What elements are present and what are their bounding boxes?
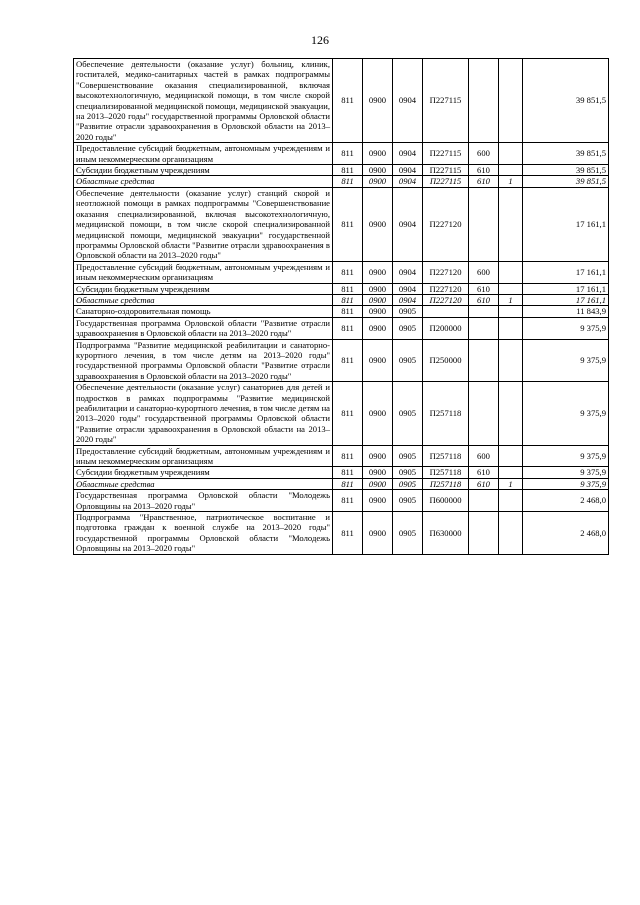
page-number: 126 [311, 33, 329, 47]
table-row [74, 283, 609, 294]
section-code: 0900 [363, 490, 393, 512]
table-row [74, 143, 609, 165]
ministry-code: 811 [333, 59, 363, 143]
row-description: Обеспечение деятельности (оказание услуг) станций скорой и неотложной помощи в рамках подпрограммы "Совершенствование оказания специализированной, включая высокотехнологичную, медицинской помощи, в том числе скорой специализированной медицинской помощи, медицинской эвакуации" государственной программы Орловской области "Развитие отрасли здравоохранения в Орловской области на 2013–2020 годы" [74, 187, 333, 261]
target-article-code: П227120 [423, 294, 469, 305]
ministry-code: 811 [333, 490, 363, 512]
expense-type-code: 600 [469, 445, 499, 467]
expense-type-code [469, 382, 499, 445]
expense-type-code: 610 [469, 467, 499, 478]
subsection-code: 0905 [393, 490, 423, 512]
expense-type-code: 610 [469, 165, 499, 176]
target-article-code [423, 306, 469, 317]
funding-source-code [499, 59, 523, 143]
funding-source-code: 1 [499, 294, 523, 305]
funding-source-code [499, 187, 523, 261]
funding-source-code [499, 165, 523, 176]
target-article-code: П630000 [423, 512, 469, 555]
subsection-code: 0905 [393, 317, 423, 339]
section-code: 0900 [363, 306, 393, 317]
expense-type-code: 610 [469, 283, 499, 294]
subsection-code: 0904 [393, 283, 423, 294]
target-article-code: П227115 [423, 165, 469, 176]
funding-source-code [499, 306, 523, 317]
expense-type-code [469, 490, 499, 512]
section-code: 0900 [363, 165, 393, 176]
section-code: 0900 [363, 143, 393, 165]
amount: 17 161,1 [523, 283, 609, 294]
section-code: 0900 [363, 317, 393, 339]
expense-type-code [469, 339, 499, 382]
budget-table [73, 58, 609, 555]
ministry-code: 811 [333, 317, 363, 339]
table-row [74, 445, 609, 467]
table-row [74, 490, 609, 512]
expense-type-code [469, 187, 499, 261]
target-article-code: П257118 [423, 467, 469, 478]
target-article-code: П227115 [423, 143, 469, 165]
amount: 9 375,9 [523, 478, 609, 489]
ministry-code: 811 [333, 261, 363, 283]
ministry-code: 811 [333, 165, 363, 176]
amount: 39 851,5 [523, 143, 609, 165]
target-article-code: П257118 [423, 478, 469, 489]
row-description: Государственная программа Орловской области "Молодежь Орловщины на 2013–2020 годы" [74, 490, 333, 512]
row-description: Предоставление субсидий бюджетным, автономным учреждениям и иным некоммерческим организациям [74, 445, 333, 467]
subsection-code: 0905 [393, 339, 423, 382]
expense-type-code: 600 [469, 143, 499, 165]
target-article-code: П257118 [423, 445, 469, 467]
expense-type-code [469, 59, 499, 143]
funding-source-code [499, 261, 523, 283]
expense-type-code: 600 [469, 261, 499, 283]
funding-source-code [499, 339, 523, 382]
section-code: 0900 [363, 176, 393, 187]
target-article-code: П227120 [423, 283, 469, 294]
amount: 17 161,1 [523, 261, 609, 283]
row-description: Предоставление субсидий бюджетным, автономным учреждениям и иным некоммерческим организациям [74, 261, 333, 283]
funding-source-code [499, 512, 523, 555]
row-description: Подпрограмма "Нравственное, патриотическое воспитание и подготовка граждан к военной службе на 2013–2020 годы" государственной программы Орловской области "Молодежь Орловщины на 2013–2020 годы" [74, 512, 333, 555]
row-description: Областные средства [74, 294, 333, 305]
ministry-code: 811 [333, 339, 363, 382]
funding-source-code: 1 [499, 176, 523, 187]
table-row [74, 467, 609, 478]
amount: 9 375,9 [523, 339, 609, 382]
funding-source-code [499, 382, 523, 445]
subsection-code: 0905 [393, 478, 423, 489]
target-article-code: П227115 [423, 176, 469, 187]
row-description: Областные средства [74, 478, 333, 489]
amount: 9 375,9 [523, 317, 609, 339]
section-code: 0900 [363, 187, 393, 261]
funding-source-code: 1 [499, 478, 523, 489]
section-code: 0900 [363, 478, 393, 489]
row-description: Областные средства [74, 176, 333, 187]
expense-type-code [469, 512, 499, 555]
section-code: 0900 [363, 294, 393, 305]
target-article-code: П227115 [423, 59, 469, 143]
subsection-code: 0905 [393, 445, 423, 467]
table-row [74, 261, 609, 283]
funding-source-code [499, 283, 523, 294]
table-row [74, 176, 609, 187]
table-row [74, 294, 609, 305]
expense-type-code: 610 [469, 176, 499, 187]
section-code: 0900 [363, 261, 393, 283]
expense-type-code: 610 [469, 294, 499, 305]
ministry-code: 811 [333, 294, 363, 305]
row-description: Предоставление субсидий бюджетным, автономным учреждениям и иным некоммерческим организациям [74, 143, 333, 165]
target-article-code: П257118 [423, 382, 469, 445]
row-description: Обеспечение деятельности (оказание услуг) санаториев для детей и подростков в рамках подпрограммы "Развитие медицинской реабилитации и санаторно-курортного лечения, в том числе детям на 2013–2020 годы" государственной программы Орловской области "Развитие отрасли здравоохранения в Орловской области на 2013–2020 годы" [74, 382, 333, 445]
ministry-code: 811 [333, 467, 363, 478]
amount: 9 375,9 [523, 467, 609, 478]
ministry-code: 811 [333, 283, 363, 294]
ministry-code: 811 [333, 187, 363, 261]
ministry-code: 811 [333, 143, 363, 165]
ministry-code: 811 [333, 306, 363, 317]
section-code: 0900 [363, 59, 393, 143]
expense-type-code [469, 306, 499, 317]
amount: 2 468,0 [523, 512, 609, 555]
row-description: Обеспечение деятельности (оказание услуг) больниц, клиник, госпиталей, медико-санитарных частей в рамках подпрограммы "Совершенствование оказания специализированной, включая высокотехнологичную, медицинской помощи, в том числе скорой специализированной медицинской помощи, медицинской эвакуации, на 2013–2020 годы" государственной программы Орловской области "Развитие отрасли здравоохранения в Орловской области на 2013–2020 годы" [74, 59, 333, 143]
table-row [74, 478, 609, 489]
amount: 39 851,5 [523, 176, 609, 187]
row-description: Государственная программа Орловской области "Развитие отрасли здравоохранения в Орловской области на 2013–2020 годы" [74, 317, 333, 339]
funding-source-code [499, 467, 523, 478]
target-article-code: П227120 [423, 187, 469, 261]
table-row [74, 339, 609, 382]
amount: 39 851,5 [523, 165, 609, 176]
funding-source-code [499, 317, 523, 339]
section-code: 0900 [363, 512, 393, 555]
table-row [74, 187, 609, 261]
ministry-code: 811 [333, 176, 363, 187]
row-description: Подпрограмма "Развитие медицинской реабилитации и санаторно-курортного лечения, в том числе детям на 2013–2020 годы" государственной программы Орловской области "Развитие отрасли здравоохранения в Орловской области на 2013–2020 годы" [74, 339, 333, 382]
amount: 11 843,9 [523, 306, 609, 317]
table-row [74, 512, 609, 555]
subsection-code: 0904 [393, 176, 423, 187]
row-description: Субсидии бюджетным учреждениям [74, 165, 333, 176]
ministry-code: 811 [333, 382, 363, 445]
subsection-code: 0905 [393, 467, 423, 478]
subsection-code: 0904 [393, 261, 423, 283]
target-article-code: П227120 [423, 261, 469, 283]
row-description: Субсидии бюджетным учреждениям [74, 467, 333, 478]
table-row [74, 317, 609, 339]
ministry-code: 811 [333, 512, 363, 555]
subsection-code: 0904 [393, 59, 423, 143]
table-row [74, 59, 609, 143]
section-code: 0900 [363, 283, 393, 294]
expense-type-code [469, 317, 499, 339]
subsection-code: 0905 [393, 382, 423, 445]
row-description: Субсидии бюджетным учреждениям [74, 283, 333, 294]
subsection-code: 0904 [393, 165, 423, 176]
subsection-code: 0904 [393, 294, 423, 305]
amount: 9 375,9 [523, 445, 609, 467]
table-row [74, 306, 609, 317]
subsection-code: 0904 [393, 143, 423, 165]
section-code: 0900 [363, 445, 393, 467]
target-article-code: П600000 [423, 490, 469, 512]
section-code: 0900 [363, 339, 393, 382]
amount: 39 851,5 [523, 59, 609, 143]
amount: 2 468,0 [523, 490, 609, 512]
ministry-code: 811 [333, 478, 363, 489]
ministry-code: 811 [333, 445, 363, 467]
table-row [74, 382, 609, 445]
amount: 9 375,9 [523, 382, 609, 445]
target-article-code: П200000 [423, 317, 469, 339]
funding-source-code [499, 143, 523, 165]
expense-type-code: 610 [469, 478, 499, 489]
row-description: Санаторно-оздоровительная помощь [74, 306, 333, 317]
section-code: 0900 [363, 382, 393, 445]
amount: 17 161,1 [523, 294, 609, 305]
funding-source-code [499, 490, 523, 512]
subsection-code: 0904 [393, 187, 423, 261]
subsection-code: 0905 [393, 512, 423, 555]
table-body [74, 59, 609, 555]
funding-source-code [499, 445, 523, 467]
table-row [74, 165, 609, 176]
target-article-code: П250000 [423, 339, 469, 382]
section-code: 0900 [363, 467, 393, 478]
subsection-code: 0905 [393, 306, 423, 317]
amount: 17 161,1 [523, 187, 609, 261]
